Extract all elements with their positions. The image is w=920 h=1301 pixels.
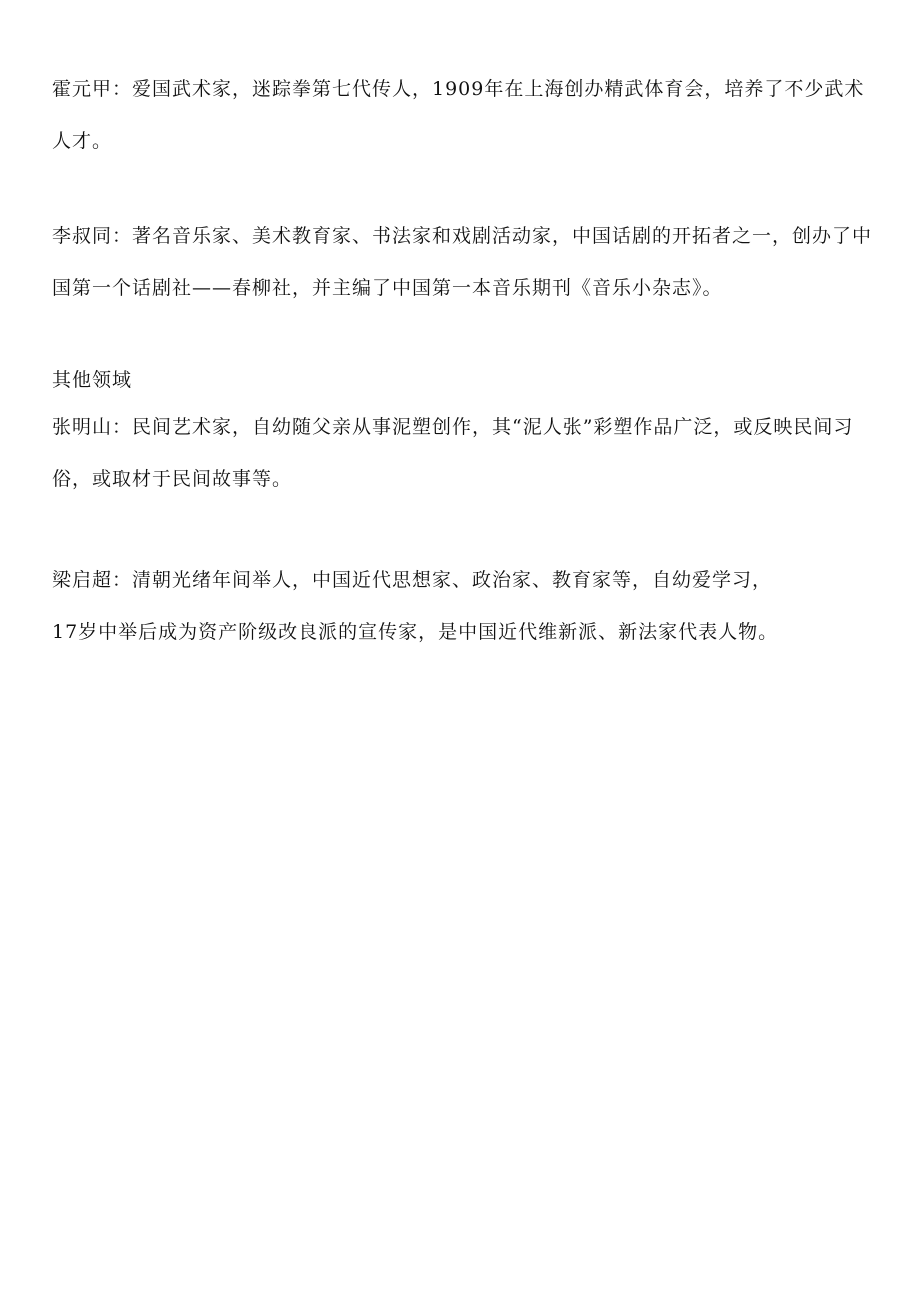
entry-li-shutong: [52, 210, 872, 314]
entry-line: 霍元甲：爱国武术家，迷踪拳第七代传人，1909年在上海创办精武体育会，培养了不少武术: [52, 78, 865, 100]
entry-line: 俗，或取材于民间故事等。: [52, 468, 293, 490]
entry-zhang-mingshan: [52, 401, 872, 505]
entry-line: 国第一个话剧社——春柳社，并主编了中国第一本音乐期刊《音乐小杂志》。: [52, 277, 723, 299]
entry-line: 张明山：民间艺术家，自幼随父亲从事泥塑创作，其“泥人张”彩塑作品广泛，或反映民间习: [52, 416, 854, 438]
entry-line: 梁启超：清朝光绪年间举人，中国近代思想家、政治家、教育家等，自幼爱学习，: [52, 569, 773, 591]
entry-line: 李叔同：著名音乐家、美术教育家、书法家和戏剧活动家，中国话剧的开拓者之一，创办了中: [52, 225, 873, 247]
entry-line: 人才。: [52, 130, 113, 152]
section-heading: 其他领域: [52, 369, 133, 391]
entry-liang-qichao: [52, 554, 872, 658]
entry-huo-yuanjia: [52, 63, 872, 167]
entry-line: 17岁中举后成为资产阶级改良派的宣传家，是中国近代维新派、新法家代表人物。: [52, 621, 779, 643]
